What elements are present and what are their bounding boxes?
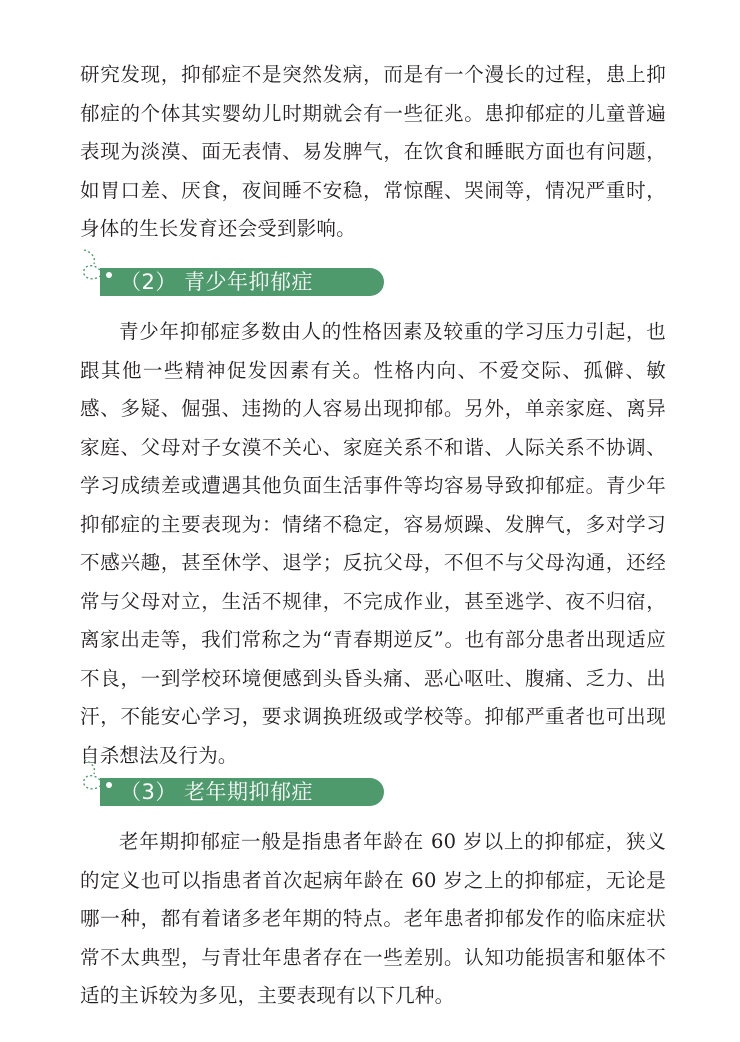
heading-label: （2） 青少年抑郁症: [120, 270, 314, 294]
bullet-dot-icon: [106, 272, 112, 278]
bullet-dot-icon: [106, 782, 112, 788]
paragraph-infant-child: 研究发现，抑郁症不是突然发病，而是有一个漫长的过程，患上抑郁症的个体其实婴幼儿时期就会有一些征兆。患抑郁症的儿童普遍表现为淡漠、面无表情、易发脾气，在饮食和睡眠方面也有问题，如胃口差、厌食，夜间睡不安稳，常惊醒、哭闹等，情况严重时，身体的生长发育还会受到影响。: [80, 63, 666, 240]
heading-label: （3） 老年期抑郁症: [120, 780, 314, 804]
paragraph-adolescent: 青少年抑郁症多数由人的性格因素及较重的学习压力引起，也跟其他一些精神促发因素有关。性格内向、不爱交际、孤僻、敏感、多疑、倔强、违拗的人容易出现抑郁。另外，单亲家庭、离异家庭、父母对子女漠不关心、家庭关系不和谐、人际关系不协调、学习成绩差或遭遇其他负面生活事件等均容易导致抑郁症。青少年抑郁症的主要表现为：情绪不稳定，容易烦躁、发脾气，多对学习不感兴趣，甚至休学、退学；反抗父母，不但不与父母沟通，还经常与父母对立，生活不规律，不完成作业，甚至逃学、夜不归宿，离家出走等，我们常称之为“青春期逆反”。也有部分患者出现适应不良，一到学校环境便感到头昏头痛、恶心呕吐、腹痛、乏力、出汗，不能安心学习，要求调换班级或学校等。抑郁严重者也可出现自杀想法及行为。: [80, 320, 666, 767]
paragraph-elderly: 老年期抑郁症一般是指患者年龄在 60 岁以上的抑郁症，狭义的定义也可以指患者首次起病年龄在 60 岁之上的抑郁症，无论是哪一种，都有着诸多老年期的特点。老年患者抑郁发作的临床症状常不太典型，与青壮年患者存在一些差别。认知功能损害和躯体不适的主诉较为多见，主要表现有以下几种。: [80, 830, 666, 1007]
section-heading-elderly: [78, 758, 388, 802]
section-heading-adolescent: [78, 248, 388, 292]
